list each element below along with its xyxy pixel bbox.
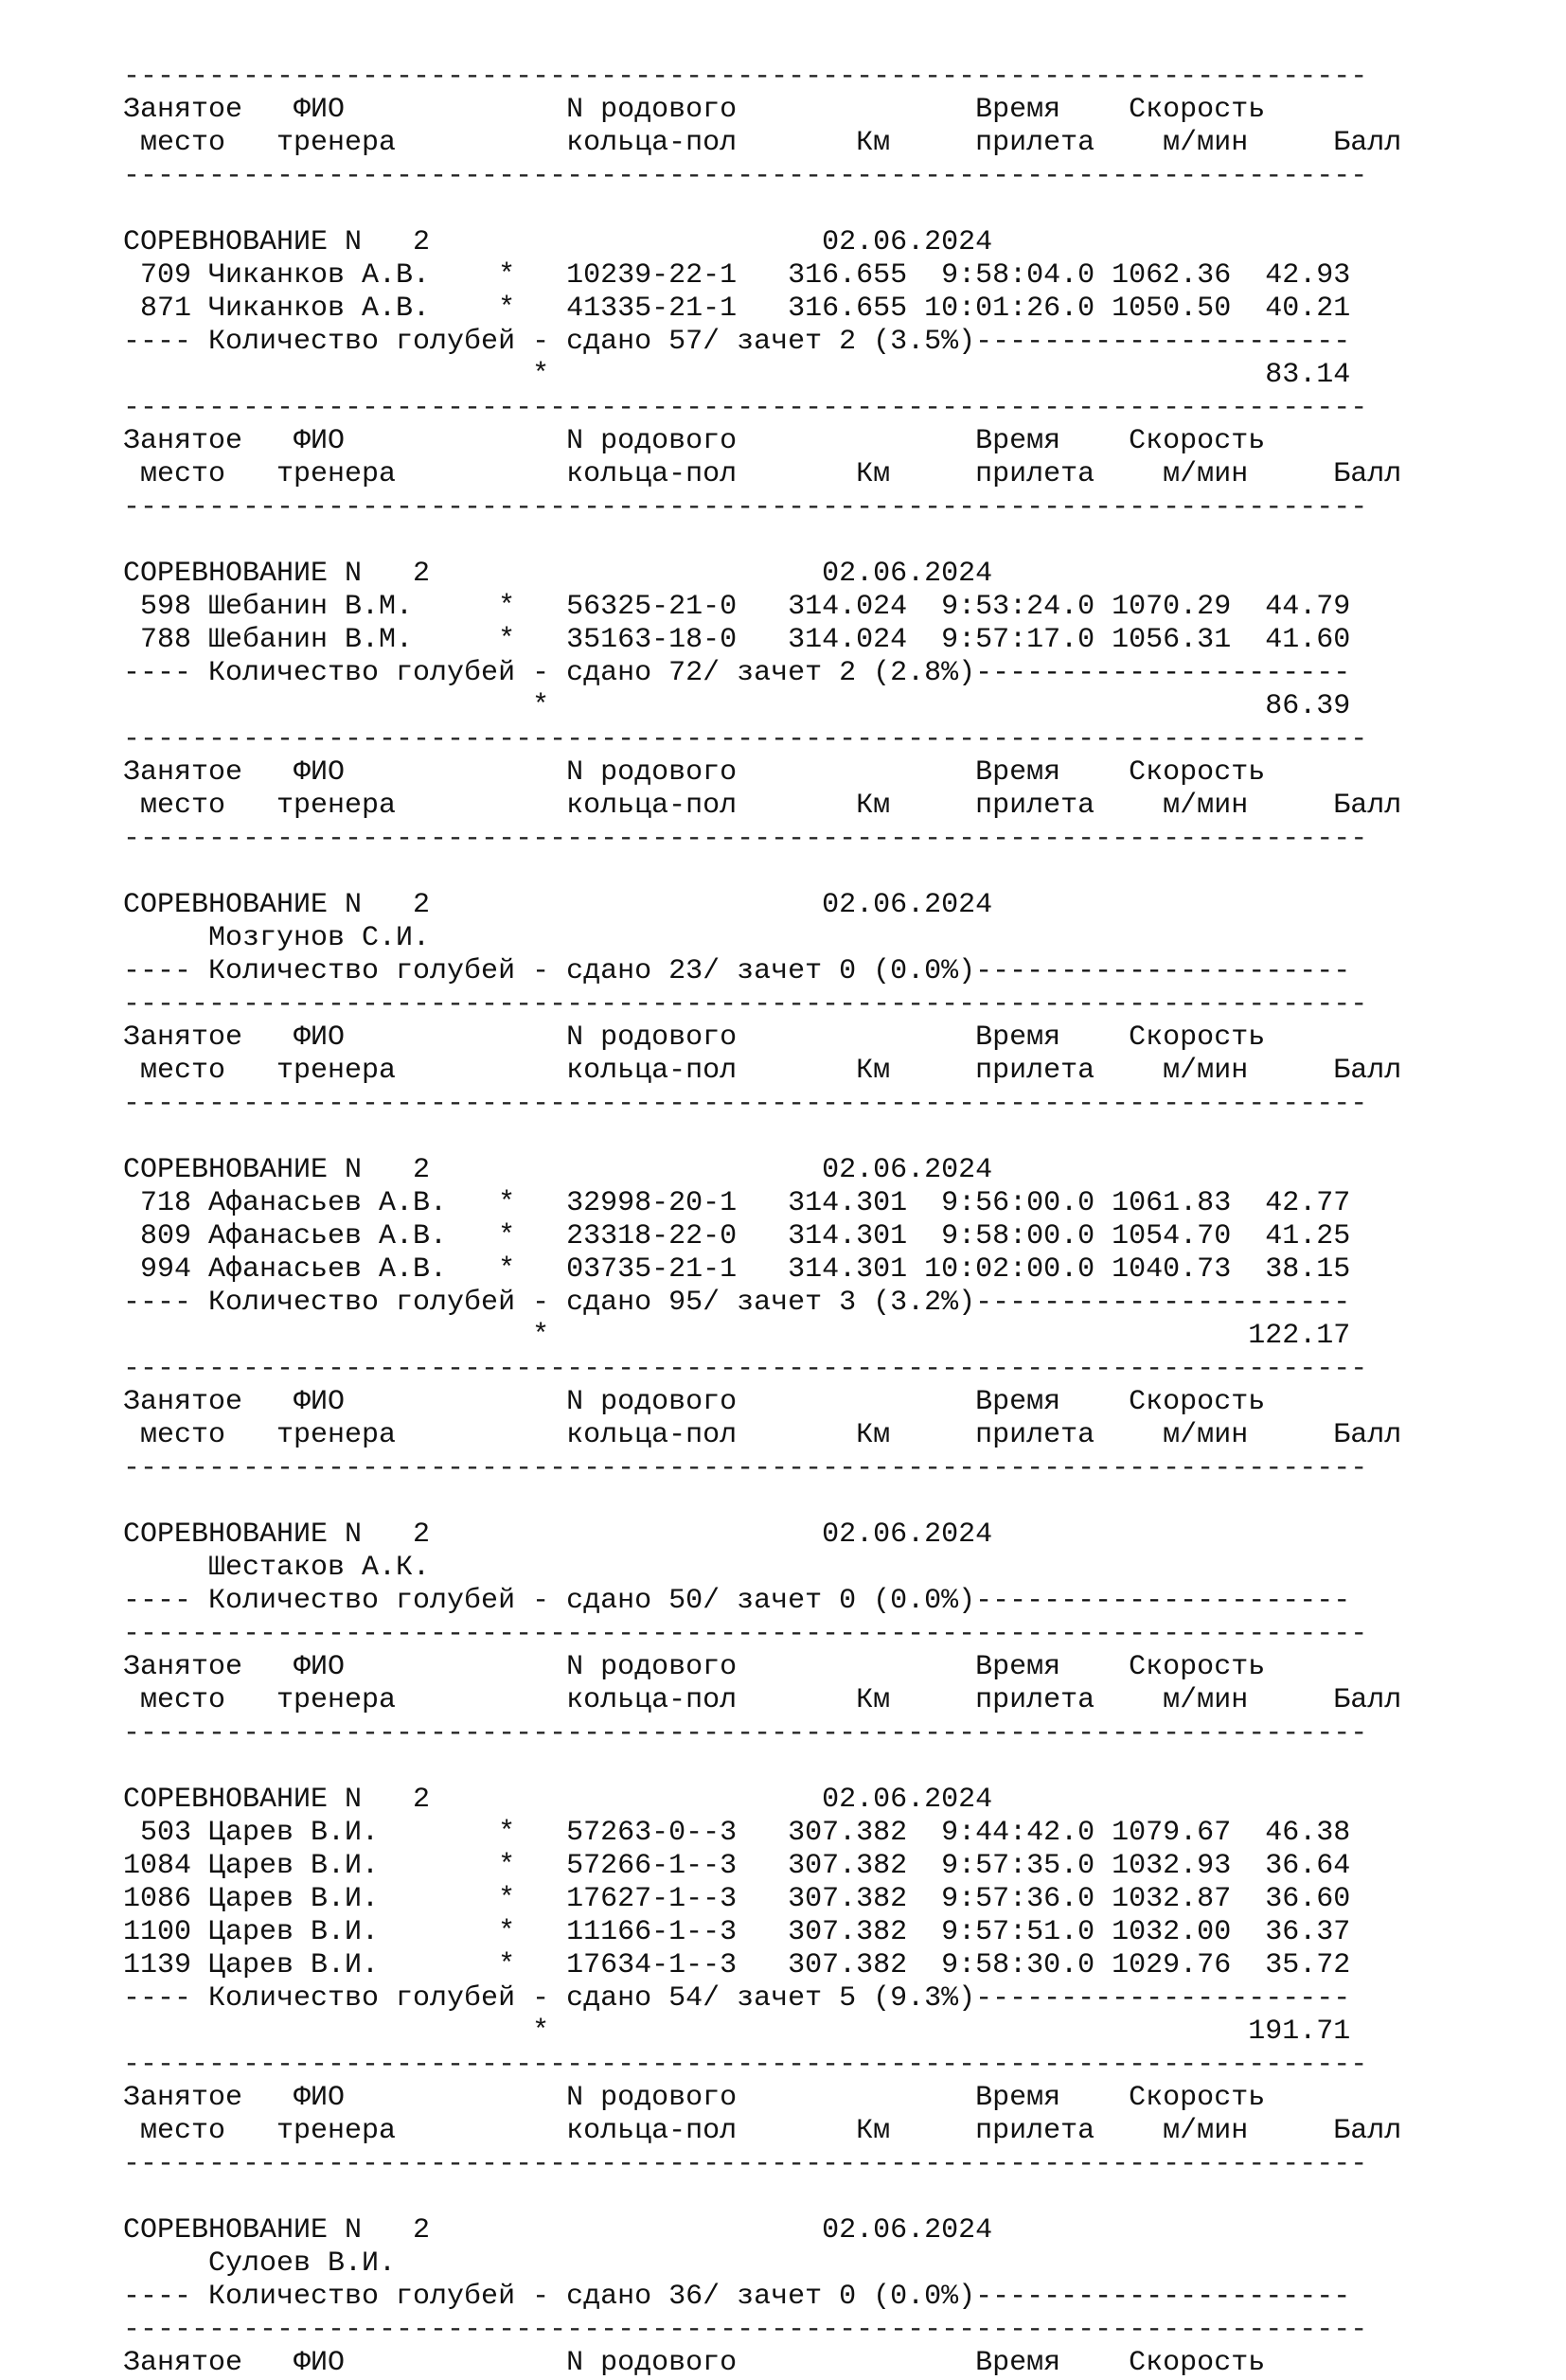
total-score-line: * 86.39: [123, 690, 1351, 722]
blank-line: [123, 524, 1401, 558]
column-header-line-1: Занятое ФИО N родового Время Скорость: [123, 1021, 1266, 1054]
separator-line: -------------------------------------------------------------------------: [123, 2049, 1368, 2081]
results-report: [123, 61, 1401, 2380]
column-header-line-1: Занятое ФИО N родового Время Скорость: [123, 1386, 1266, 1418]
competition-line: СОРЕВНОВАНИЕ N 2 02.06.2024: [123, 1519, 993, 1551]
column-header-line-1: Занятое ФИО N родового Время Скорость: [123, 2347, 1266, 2379]
column-header-line-2: место тренера кольца-пол Км прилета м/мин Балл: [123, 1419, 1402, 1451]
separator-line: -------------------------------------------------------------------------: [123, 61, 1368, 93]
competition-line: СОРЕВНОВАНИЕ N 2 02.06.2024: [123, 558, 993, 590]
separator-line: -------------------------------------------------------------------------: [123, 1618, 1368, 1650]
column-header-line-2: место тренера кольца-пол Км прилета м/мин Балл: [123, 2115, 1402, 2147]
separator-line: -------------------------------------------------------------------------: [123, 1088, 1368, 1120]
competition-line: СОРЕВНОВАНИЕ N 2 02.06.2024: [123, 1784, 993, 1816]
competition-line: СОРЕВНОВАНИЕ N 2 02.06.2024: [123, 889, 993, 921]
result-row: 1084 Царев В.И. * 57266-1--3 307.382 9:57:35.0 1032.93 36.64: [123, 1850, 1351, 1882]
blank-line: [123, 1750, 1401, 1784]
total-score-line: * 191.71: [123, 2016, 1351, 2048]
column-header-line-1: Занятое ФИО N родового Время Скорость: [123, 425, 1266, 457]
summary-line: ---- Количество голубей - сдано 23/ зачет 0 (0.0%)----------------------: [123, 955, 1351, 987]
total-score-line: * 122.17: [123, 1320, 1351, 1352]
column-header-line-2: место тренера кольца-пол Км прилета м/мин Балл: [123, 127, 1402, 159]
column-header-line-1: Занятое ФИО N родового Время Скорость: [123, 1651, 1266, 1683]
result-row: 871 Чиканков А.В. * 41335-21-1 316.655 10:01:26.0 1050.50 40.21: [123, 293, 1351, 325]
blank-line: [123, 856, 1401, 889]
result-row: Сулоев В.И.: [123, 2247, 397, 2280]
column-header-line-2: место тренера кольца-пол Км прилета м/мин Балл: [123, 458, 1402, 490]
total-score-line: * 83.14: [123, 359, 1351, 391]
separator-line: -------------------------------------------------------------------------: [123, 2148, 1368, 2180]
result-row: 598 Шебанин В.М. * 56325-21-0 314.024 9:53:24.0 1070.29 44.79: [123, 591, 1351, 623]
separator-line: -------------------------------------------------------------------------: [123, 2314, 1368, 2346]
separator-line: -------------------------------------------------------------------------: [123, 823, 1368, 855]
result-row: 709 Чиканков А.В. * 10239-22-1 316.655 9:58:04.0 1062.36 42.93: [123, 259, 1351, 292]
summary-line: ---- Количество голубей - сдано 50/ зачет 0 (0.0%)----------------------: [123, 1585, 1351, 1617]
blank-line: [123, 2181, 1401, 2214]
blank-line: [123, 193, 1401, 226]
separator-line: -------------------------------------------------------------------------: [123, 1717, 1368, 1749]
result-row: 718 Афанасьев А.В. * 32998-20-1 314.301 9:56:00.0 1061.83 42.77: [123, 1187, 1351, 1219]
column-header-line-2: место тренера кольца-пол Км прилета м/мин Балл: [123, 1055, 1402, 1087]
column-header-line-1: Занятое ФИО N родового Время Скорость: [123, 2082, 1266, 2114]
column-header-line-1: Занятое ФИО N родового Время Скорость: [123, 94, 1266, 126]
separator-line: -------------------------------------------------------------------------: [123, 160, 1368, 192]
result-row: 1139 Царев В.И. * 17634-1--3 307.382 9:58:30.0 1029.76 35.72: [123, 1949, 1351, 1981]
competition-line: СОРЕВНОВАНИЕ N 2 02.06.2024: [123, 1154, 993, 1186]
summary-line: ---- Количество голубей - сдано 36/ зачет 0 (0.0%)----------------------: [123, 2281, 1351, 2313]
column-header-line-2: место тренера кольца-пол Км прилета м/мин Балл: [123, 1684, 1402, 1716]
competition-line: СОРЕВНОВАНИЕ N 2 02.06.2024: [123, 226, 993, 258]
separator-line: -------------------------------------------------------------------------: [123, 1353, 1368, 1385]
result-row: 1086 Царев В.И. * 17627-1--3 307.382 9:57:36.0 1032.87 36.60: [123, 1883, 1351, 1915]
column-header-line-2: место тренера кольца-пол Км прилета м/мин Балл: [123, 790, 1402, 822]
result-row: 503 Царев В.И. * 57263-0--3 307.382 9:44:42.0 1079.67 46.38: [123, 1817, 1351, 1849]
separator-line: -------------------------------------------------------------------------: [123, 723, 1368, 755]
column-header-line-1: Занятое ФИО N родового Время Скорость: [123, 756, 1266, 789]
separator-line: -------------------------------------------------------------------------: [123, 1452, 1368, 1484]
summary-line: ---- Количество голубей - сдано 57/ зачет 2 (3.5%)----------------------: [123, 326, 1351, 358]
result-row: 809 Афанасьев А.В. * 23318-22-0 314.301 9:58:00.0 1054.70 41.25: [123, 1220, 1351, 1252]
separator-line: -------------------------------------------------------------------------: [123, 988, 1368, 1021]
competition-line: СОРЕВНОВАНИЕ N 2 02.06.2024: [123, 2214, 993, 2247]
separator-line: -------------------------------------------------------------------------: [123, 491, 1368, 524]
blank-line: [123, 1121, 1401, 1154]
summary-line: ---- Количество голубей - сдано 72/ зачет 2 (2.8%)----------------------: [123, 657, 1351, 689]
separator-line: -------------------------------------------------------------------------: [123, 392, 1368, 424]
result-row: 788 Шебанин В.М. * 35163-18-0 314.024 9:57:17.0 1056.31 41.60: [123, 624, 1351, 656]
summary-line: ---- Количество голубей - сдано 95/ зачет 3 (3.2%)----------------------: [123, 1287, 1351, 1319]
result-row: 994 Афанасьев А.В. * 03735-21-1 314.301 10:02:00.0 1040.73 38.15: [123, 1253, 1351, 1286]
result-row: 1100 Царев В.И. * 11166-1--3 307.382 9:57:51.0 1032.00 36.37: [123, 1916, 1351, 1948]
blank-line: [123, 1485, 1401, 1519]
result-row: Шестаков А.К.: [123, 1552, 431, 1584]
summary-line: ---- Количество голубей - сдано 54/ зачет 5 (9.3%)----------------------: [123, 1982, 1351, 2015]
result-row: Мозгунов С.И.: [123, 922, 431, 954]
